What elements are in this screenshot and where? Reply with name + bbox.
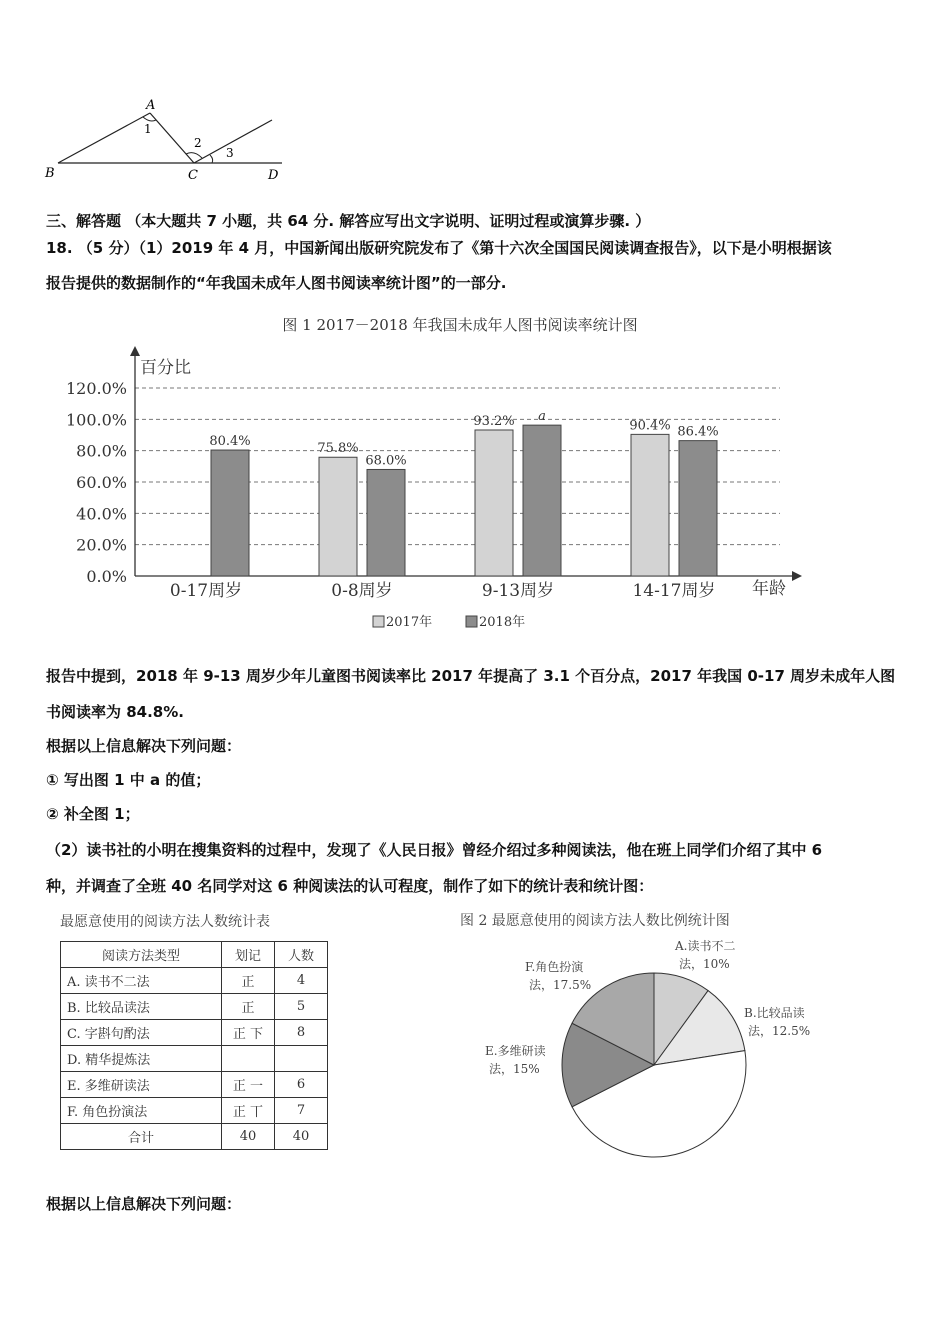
table-cell: 正 丅 [222, 1098, 275, 1124]
part2-line2: 种，并调查了全班 40 名同学对这 6 种阅读法的认可程度，制作了如下的统计表和统计图： [46, 877, 654, 895]
final-prompt: 根据以上信息解决下列问题： [46, 1195, 242, 1213]
table-row [61, 1098, 328, 1124]
legend-label: 2017年 [386, 615, 433, 630]
table-row [61, 1072, 328, 1098]
segment-ba [58, 113, 150, 163]
table-cell: 5 [275, 994, 328, 1020]
report-line1: 报告中提到，2018 年 9-13 周岁少年儿童图书阅读率比 2017 年提高了 3.1 个百分点，2017 年我国 0-17 周岁未成年人图 [46, 667, 896, 685]
table-header-cell: 阅读方法类型 [61, 942, 222, 968]
segment-ac [150, 113, 194, 163]
table-cell [222, 1046, 275, 1072]
table-cell [275, 1046, 328, 1072]
bar-value-label: a [538, 409, 546, 425]
x-tick-label: 14-17周岁 [632, 581, 716, 601]
solve-prompt: 根据以上信息解决下列问题： [46, 737, 242, 755]
bar [679, 441, 717, 576]
sub-question-2: ② 补全图 1； [46, 805, 140, 823]
y-tick-label: 120.0% [65, 379, 127, 398]
table-row [61, 994, 328, 1020]
table-cell: E. 多维研读法 [61, 1072, 222, 1098]
bar [367, 469, 405, 576]
bar-value-label: 86.4% [677, 424, 719, 440]
y-tick-label: 0.0% [86, 567, 127, 586]
bar [475, 430, 513, 576]
angle1-label: 1 [144, 122, 152, 136]
x-tick-label: 0-8周岁 [331, 581, 393, 601]
angle2-label: 2 [194, 136, 202, 150]
table-cell: 正 [222, 968, 275, 994]
table-header-row [61, 942, 328, 968]
section-heading: 三、解答题 （本大题共 7 小题，共 64 分. 解答应写出文字说明、证明过程或演算步骤. ） [46, 212, 651, 230]
y-tick-label: 20.0% [76, 535, 127, 555]
point-d-label: D [268, 168, 279, 183]
table-row [61, 968, 328, 994]
table-cell: B. 比较品读法 [61, 994, 222, 1020]
pie-label-value: 法，17.5% [529, 978, 592, 992]
q18-line2: 报告提供的数据制作的“年我国未成年人图书阅读率统计图”的一部分. [46, 274, 507, 292]
y-tick-label: 60.0% [76, 473, 127, 492]
bar [631, 434, 669, 576]
table-cell: 8 [275, 1020, 328, 1046]
pie-label-value: 法，15% [489, 1062, 540, 1076]
y-tick-label: 40.0% [76, 504, 127, 524]
table-cell: 正 [222, 994, 275, 1020]
figure1-title: 图 1 2017－2018 年我国未成年人图书阅读率统计图 [282, 316, 638, 334]
x-axis-arrow [792, 571, 802, 581]
pie-label: A.读书不二 [675, 939, 736, 953]
table-row [61, 1046, 328, 1072]
bar-value-label: 93.2% [473, 413, 515, 429]
pie-label: F.角色扮演 [525, 960, 584, 974]
table-cell: 4 [275, 968, 328, 994]
figure2-pie-chart [460, 905, 880, 1185]
pie-label-value: 法，10% [679, 957, 730, 971]
point-a-label: A [146, 98, 156, 113]
bar-value-label: 68.0% [365, 453, 407, 469]
reading-method-table [60, 941, 328, 1150]
y-axis-arrow [130, 346, 140, 356]
table-cell: 正 一 [222, 1072, 275, 1098]
table-cell: C. 字斟句酌法 [61, 1020, 222, 1046]
table-header-cell: 人数 [275, 942, 328, 968]
table-title: 最愿意使用的阅读方法人数统计表 [60, 914, 270, 930]
y-tick-label: 80.0% [76, 441, 127, 461]
figure2-title: 图 2 最愿意使用的阅读方法人数比例统计图 [460, 913, 730, 929]
y-tick-label: 100.0% [65, 410, 127, 430]
figure1-xlabel: 年龄 [752, 579, 786, 599]
angle3-label: 3 [226, 146, 234, 160]
table-row [61, 1020, 328, 1046]
bar [319, 457, 357, 576]
bar [523, 425, 561, 576]
bar-value-label: 75.8% [317, 441, 359, 457]
table-cell: 6 [275, 1072, 328, 1098]
table-cell: 7 [275, 1098, 328, 1124]
bar [211, 450, 249, 576]
figure1-ylabel: 百分比 [140, 358, 191, 378]
angle3-arc [210, 155, 213, 163]
q18-line1: 18. （5 分）（1）2019 年 4 月，中国新闻出版研究院发布了《第十六次全国国民阅读调查报告》，以下是小明根据该 [46, 239, 832, 257]
figure1-bar-chart [40, 308, 840, 638]
report-line2: 书阅读率为 84.8%. [46, 703, 184, 721]
table-total-row [61, 1124, 328, 1150]
x-tick-label: 9-13周岁 [481, 581, 555, 601]
pie-label-value: 法，12.5% [748, 1024, 811, 1038]
table-header-cell: 划记 [222, 942, 275, 968]
point-c-label: C [188, 168, 198, 183]
table-cell: A. 读书不二法 [61, 968, 222, 994]
geometry-figure [40, 95, 300, 190]
point-b-label: B [45, 166, 55, 181]
table-cell: 正 下 [222, 1020, 275, 1046]
table-cell: 合计 [61, 1124, 222, 1150]
pie-label: E.多维研读 [485, 1044, 546, 1058]
table-cell: 40 [275, 1124, 328, 1150]
table-cell: F. 角色扮演法 [61, 1098, 222, 1124]
table-cell: D. 精华提炼法 [61, 1046, 222, 1072]
x-tick-label: 0-17周岁 [169, 581, 243, 601]
bar-value-label: 80.4% [209, 434, 251, 450]
table-cell: 40 [222, 1124, 275, 1150]
part2-line1: （2）读书社的小明在搜集资料的过程中，发现了《人民日报》曾经介绍过多种阅读法，他在班上同学们介绍了其中 6 [46, 841, 823, 859]
legend-swatch [466, 616, 477, 627]
legend-swatch [373, 616, 384, 627]
sub-question-1: ① 写出图 1 中 a 的值； [46, 771, 211, 789]
pie-label: B.比较品读 [744, 1006, 805, 1020]
legend-label: 2018年 [479, 615, 526, 630]
bar-value-label: 90.4% [629, 418, 671, 434]
